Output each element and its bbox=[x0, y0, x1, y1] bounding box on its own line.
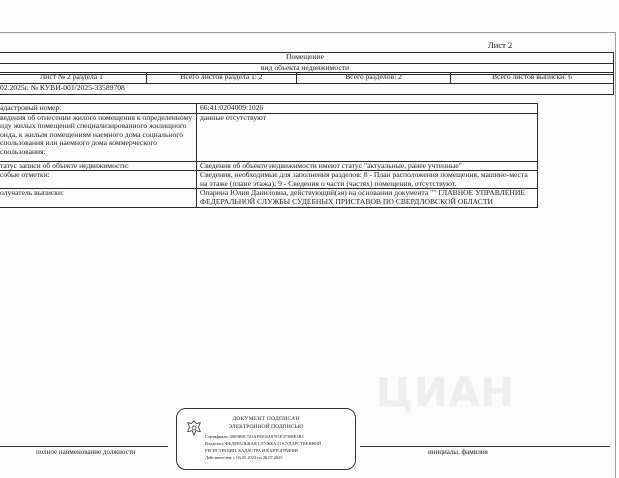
row-label: адастровый номер: bbox=[0, 104, 197, 114]
stamp-owner-2: РЕГИСТРАЦИИ, КАДАСТРА И КАРТОГРАФИИ bbox=[205, 448, 298, 453]
row-value: Опарина Юлия Даниловна, действующий(ая) на основании документа "" ГЛАВНОЕ УПРАВЛЕНИЕ ФЕДЕРАЛЬНОЙ СЛУЖБЫ СУДЕБНЫХ ПРИСТАВОВ ПО СВЕРДЛОВСКОЙ ОБЛАСТИ bbox=[197, 189, 538, 207]
table-row bbox=[0, 189, 538, 207]
table-row bbox=[0, 171, 538, 189]
row-value: Сведения, необходимые для заполнения разделов: 8 - План расположения помещения, машино-места на этаже (плане этажа); 9 - Сведения о части (частях) помещения, отсутствуют. bbox=[197, 171, 538, 189]
row-label: татус записи об объекте недвижимости: bbox=[0, 161, 197, 171]
stamp-owner: Владелец: ФЕДЕРАЛЬНАЯ СЛУЖБА ГОСУДАРСТВЕННОЙ bbox=[205, 441, 322, 446]
object-type-caption: вид объекта недвижимости bbox=[0, 64, 614, 75]
initials-line bbox=[360, 446, 610, 447]
row-label: собые отметки: bbox=[0, 171, 197, 189]
cian-logo-icon: ЦИАН bbox=[376, 370, 516, 416]
position-line bbox=[0, 446, 168, 447]
sheet-number: Лист 2 bbox=[488, 40, 513, 50]
row-value: данные отсутствуют bbox=[197, 113, 538, 161]
position-caption: полное наименование должности bbox=[36, 448, 136, 456]
row-value: Сведения об объекте недвижимости имеют статус "актуальные, ранее учтенные" bbox=[197, 161, 538, 171]
total-sections: Всего разделов: 2 bbox=[297, 73, 451, 84]
page-border-right bbox=[615, 32, 616, 478]
electronic-signature-stamp bbox=[176, 408, 356, 470]
row-label: олучатель выписки: bbox=[0, 189, 197, 207]
table-row bbox=[0, 113, 538, 161]
table-row bbox=[0, 104, 538, 114]
total-sheets-section: Всего листов раздела 1: 2 bbox=[147, 73, 297, 84]
meta-table bbox=[0, 72, 614, 95]
object-details-table bbox=[0, 103, 538, 208]
row-label: ведения об отнесении жилого помещения к определенному иду жилых помещений специализированного жилищного онда, к жилым помещениям наемного дома социального спользования или наемного дома коммерческого спользования: bbox=[0, 113, 197, 161]
object-type: Помещение bbox=[0, 53, 614, 64]
row-value: 66:41:0204009:1026 bbox=[197, 104, 538, 114]
stamp-certificate: Сертификат: 00F0B0C741AF0204A97F1E37388E3B3 bbox=[205, 434, 304, 439]
stamp-title: ДОКУМЕНТ ПОДПИСАН bbox=[232, 416, 300, 422]
date-and-number: 02.2025г. № КУВИ-001/2025-33589708 bbox=[0, 84, 614, 95]
stamp-validity: Действителен: с 03.05.2024 по 26.07.2025 bbox=[205, 455, 283, 460]
stamp-subtitle: ЭЛЕКТРОННОЙ ПОДПИСЬЮ bbox=[228, 424, 304, 430]
total-sheets-extract: Всего листов выписки: 6 bbox=[451, 73, 614, 84]
sheet-of-section: Лист № 2 раздела 1 bbox=[0, 73, 147, 84]
page-border-top bbox=[0, 32, 616, 33]
initials-caption: инициалы, фамилия bbox=[428, 448, 488, 456]
